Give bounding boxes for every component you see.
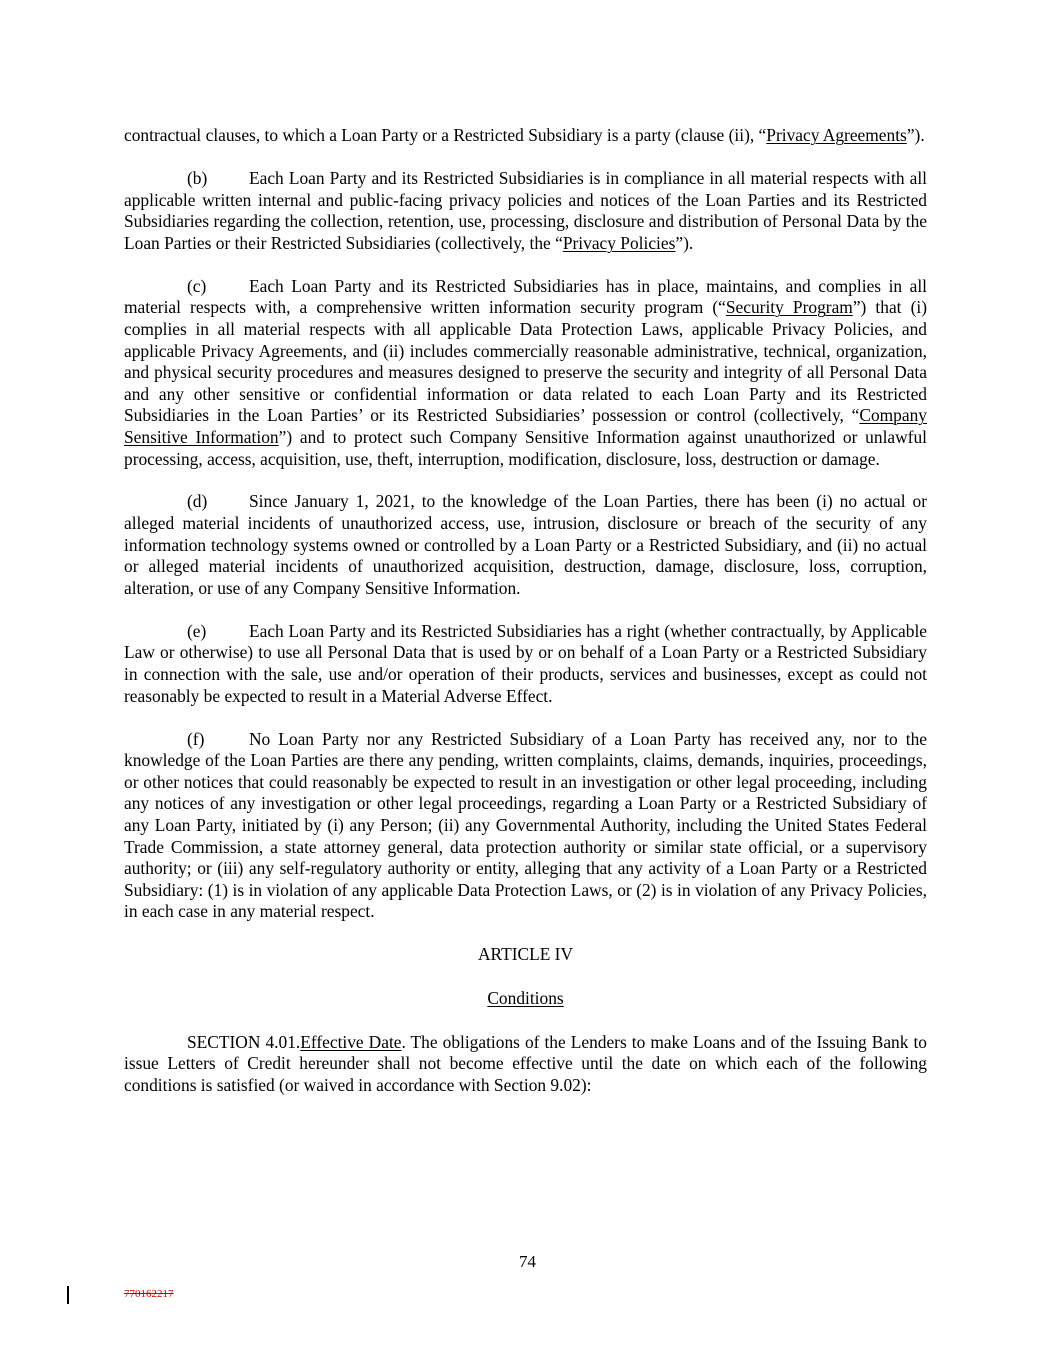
- section-text: . The obligations of the Lenders to make Loans and of the Issuing Bank to issue Letters of Credit hereunder shall not become effective until the date on which each of the following conditions is satisfied (or waived in accordance with Section 9.02):: [124, 1031, 927, 1095]
- document-page: [124, 125, 927, 1118]
- paragraph-text: Each Loan Party and its Restricted Subsidiaries has in place, maintains, and complies in all material respects with, a comprehensive written information security program (“: [124, 275, 927, 318]
- paragraph-text: Each Loan Party and its Restricted Subsidiaries has a right (whether contractually, by Applicable Law or otherwise) to use all Personal Data that is used by or on behalf of a Loan Party or a Restricted Subsidiary in connection with the sale, use and/or operation of their products, services and businesses, except as could not reasonably be expected to result in a Material Adverse Effect.: [124, 620, 927, 706]
- paragraph-c: [124, 276, 927, 470]
- article-title: [124, 988, 927, 1010]
- paragraph-text: ”) that (i) complies in all material respects with all applicable Data Protection Laws, applicable Privacy Policies, and applicable Privacy Agreements, and (ii) includes commercially reasonable administrative, technical, organization, and physical security procedures and measures designed to preserve the security and integrity of all Personal Data and any other sensitive or confidential information or data related to each Loan Party and its Restricted Subsidiaries in the Loan Parties’ or its Restricted Subsidiaries’ possession or control (collectively, “: [124, 297, 927, 426]
- defined-term-privacy-policies: Privacy Policies: [562, 232, 676, 253]
- paragraph-text: ”).: [675, 232, 694, 253]
- paragraph-text: ”).: [906, 125, 925, 145]
- article-heading: ARTICLE IV: [477, 944, 574, 965]
- paragraph-label: (b): [187, 167, 208, 188]
- paragraph-text: ”) and to protect such Company Sensitive Information against unauthorized or unlawful processing, access, acquisition, use, theft, interruption, modification, disclosure, loss, destruction or damage.: [124, 426, 927, 469]
- paragraph-e: [124, 621, 927, 707]
- defined-term-company-sensitive-information: Company Sensitive Information: [124, 405, 927, 447]
- paragraph-d: [124, 491, 927, 599]
- revision-change-bar: [67, 1286, 69, 1304]
- paragraph-text: Each Loan Party and its Restricted Subsidiaries is in compliance in all material respects with all applicable written internal and public-facing privacy policies and notices of the Loan Parties and its Restricted Subsidiaries regarding the collection, retention, use, processing, disclosure and distribution of Personal Data by the Loan Parties or their Restricted Subsidiaries (collectively, the “: [124, 167, 927, 253]
- paragraph-f: [124, 729, 927, 923]
- defined-term-security-program: Security Program: [725, 297, 853, 318]
- article-title-text: Conditions: [487, 987, 564, 1008]
- paragraph-text: Since January 1, 2021, to the knowledge of the Loan Parties, there has been (i) no actual or alleged material incidents of unauthorized access, use, intrusion, disclosure or breach of the security of any information technology systems owned or controlled by a Loan Party or a Restricted Subsidiary, and (ii) no actual or alleged material incidents of unauthorized acquisition, destruction, damage, disclosure, loss, corruption, alteration, or use of any Company Sensitive Information.: [124, 491, 927, 598]
- paragraph-a-continuation: [124, 125, 927, 147]
- page-number: 74: [519, 1252, 536, 1271]
- section-number: SECTION 4.01.: [187, 1031, 301, 1052]
- paragraph-text: No Loan Party nor any Restricted Subsidiary of a Loan Party has received any, nor to the knowledge of the Loan Parties are there any pending, written complaints, claims, demands, inquiries, proceedings, or other notices that could reasonably be expected to result in an investigation or other legal proceeding, including any notices of any investigation or other legal proceedings, regarding a Loan Party or a Restricted Subsidiary of any Loan Party, initiated by (i) any Person; (ii) any Governmental Authority, including the United States Federal Trade Commission, a state attorney general, data protection authority or similar state official, or a supervisory authority; or (iii) any self-regulatory authority or entity, alleging that any activity of a Loan Party or a Restricted Subsidiary: (1) is in violation of any applicable Data Protection Laws, or (2) is in violation of any Privacy Policies, in each case in any material respect.: [124, 728, 927, 922]
- document-id: 770162217: [124, 1288, 174, 1300]
- paragraph-b: [124, 168, 927, 254]
- section-caption: Effective Date: [300, 1031, 402, 1052]
- section-4-01: [124, 1032, 927, 1097]
- paragraph-label: (f): [187, 728, 205, 749]
- paragraph-text: contractual clauses, to which a Loan Party or a Restricted Subsidiary is a party (clause (ii), “: [124, 125, 767, 145]
- paragraph-label: (d): [187, 491, 208, 512]
- paragraph-label: (c): [187, 275, 207, 296]
- defined-term-privacy-agreements: Privacy Agreements: [766, 125, 907, 145]
- paragraph-label: (e): [187, 620, 207, 641]
